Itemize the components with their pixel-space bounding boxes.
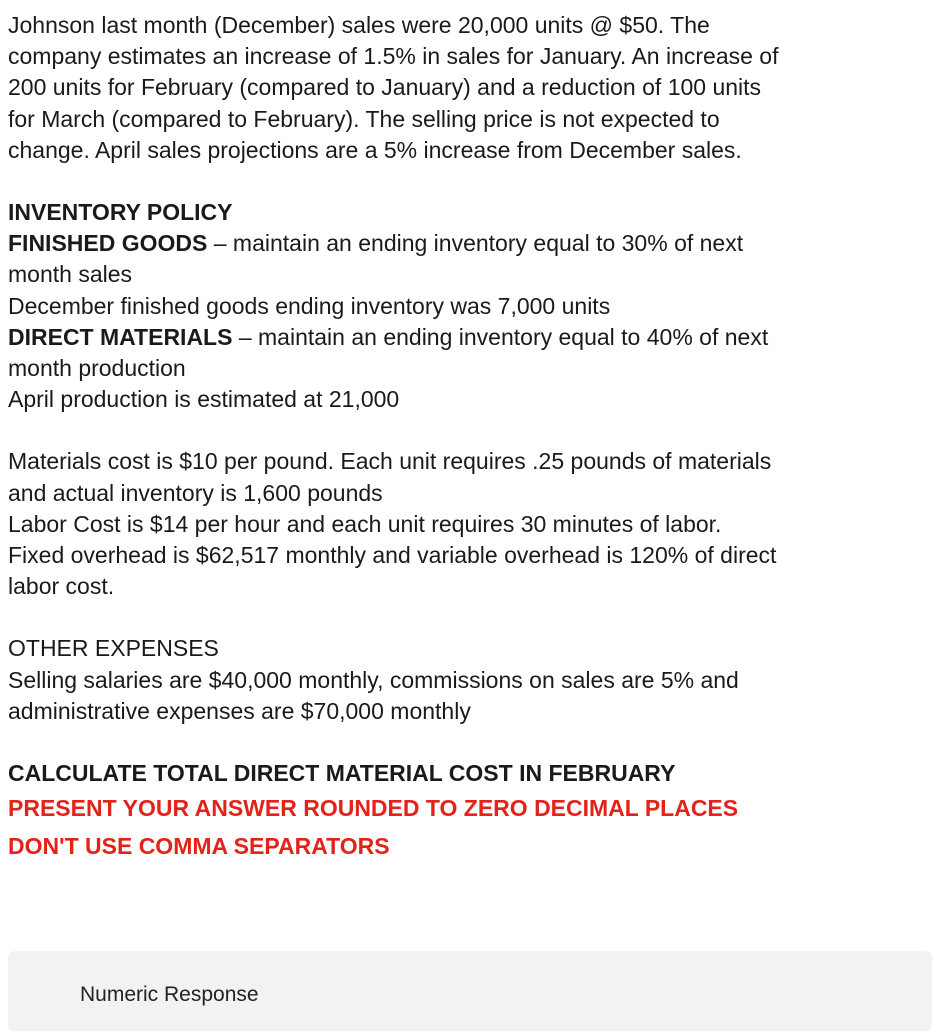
finished-goods-label: FINISHED GOODS: [8, 230, 208, 257]
costs-line: and actual inventory is 1,600 pounds: [8, 479, 383, 506]
question-text: [8, 10, 928, 865]
calculation-prompt: CALCULATE TOTAL DIRECT MATERIAL COST IN FEBRUARY: [8, 760, 676, 787]
rounding-instruction: PRESENT YOUR ANSWER ROUNDED TO ZERO DECIMAL PLACES: [8, 795, 739, 822]
numeric-response-label: Numeric Response: [80, 983, 259, 1006]
inventory-heading: INVENTORY POLICY: [8, 199, 233, 226]
direct-materials-text: – maintain an ending inventory equal to 40% of next: [232, 323, 769, 350]
intro-line: company estimates an increase of 1.5% in sales for January. An increase of: [8, 43, 779, 70]
april-production: April production is estimated at 21,000: [8, 386, 400, 413]
other-expenses-line: Selling salaries are $40,000 monthly, commissions on sales are 5% and: [8, 666, 739, 693]
direct-materials-policy: [8, 322, 928, 353]
costs-line: Materials cost is $10 per pound. Each unit requires .25 pounds of materials: [8, 448, 772, 475]
direct-materials-text-cont: month production: [8, 355, 186, 382]
numeric-response-panel[interactable]: [8, 951, 932, 1031]
finished-goods-text: – maintain an ending inventory equal to 30% of next: [207, 230, 744, 257]
direct-materials-label: DIRECT MATERIALS: [8, 323, 233, 350]
finished-goods-text-cont: month sales: [8, 261, 133, 288]
intro-line: for March (compared to February). The selling price is not expected to: [8, 105, 720, 132]
spacer: [8, 727, 928, 758]
december-inventory: December finished goods ending inventory was 7,000 units: [8, 292, 611, 319]
costs-line: Fixed overhead is $62,517 monthly and variable overhead is 120% of direct: [8, 542, 777, 569]
intro-line: change. April sales projections are a 5% increase from December sales.: [8, 136, 742, 163]
spacer: [8, 602, 928, 633]
spacer: [8, 166, 928, 197]
comma-instruction: DON'T USE COMMA SEPARATORS: [8, 833, 390, 860]
costs-line: labor cost.: [8, 573, 115, 600]
other-expenses-heading: OTHER EXPENSES: [8, 635, 219, 662]
intro-line: 200 units for February (compared to January) and a reduction of 100 units: [8, 74, 762, 101]
costs-line: Labor Cost is $14 per hour and each unit requires 30 minutes of labor.: [8, 510, 722, 537]
intro-line: Johnson last month (December) sales were 20,000 units @ $50. The: [8, 12, 710, 38]
finished-goods-policy: [8, 228, 928, 259]
spacer: [8, 415, 928, 446]
other-expenses-line: administrative expenses are $70,000 monthly: [8, 697, 471, 724]
